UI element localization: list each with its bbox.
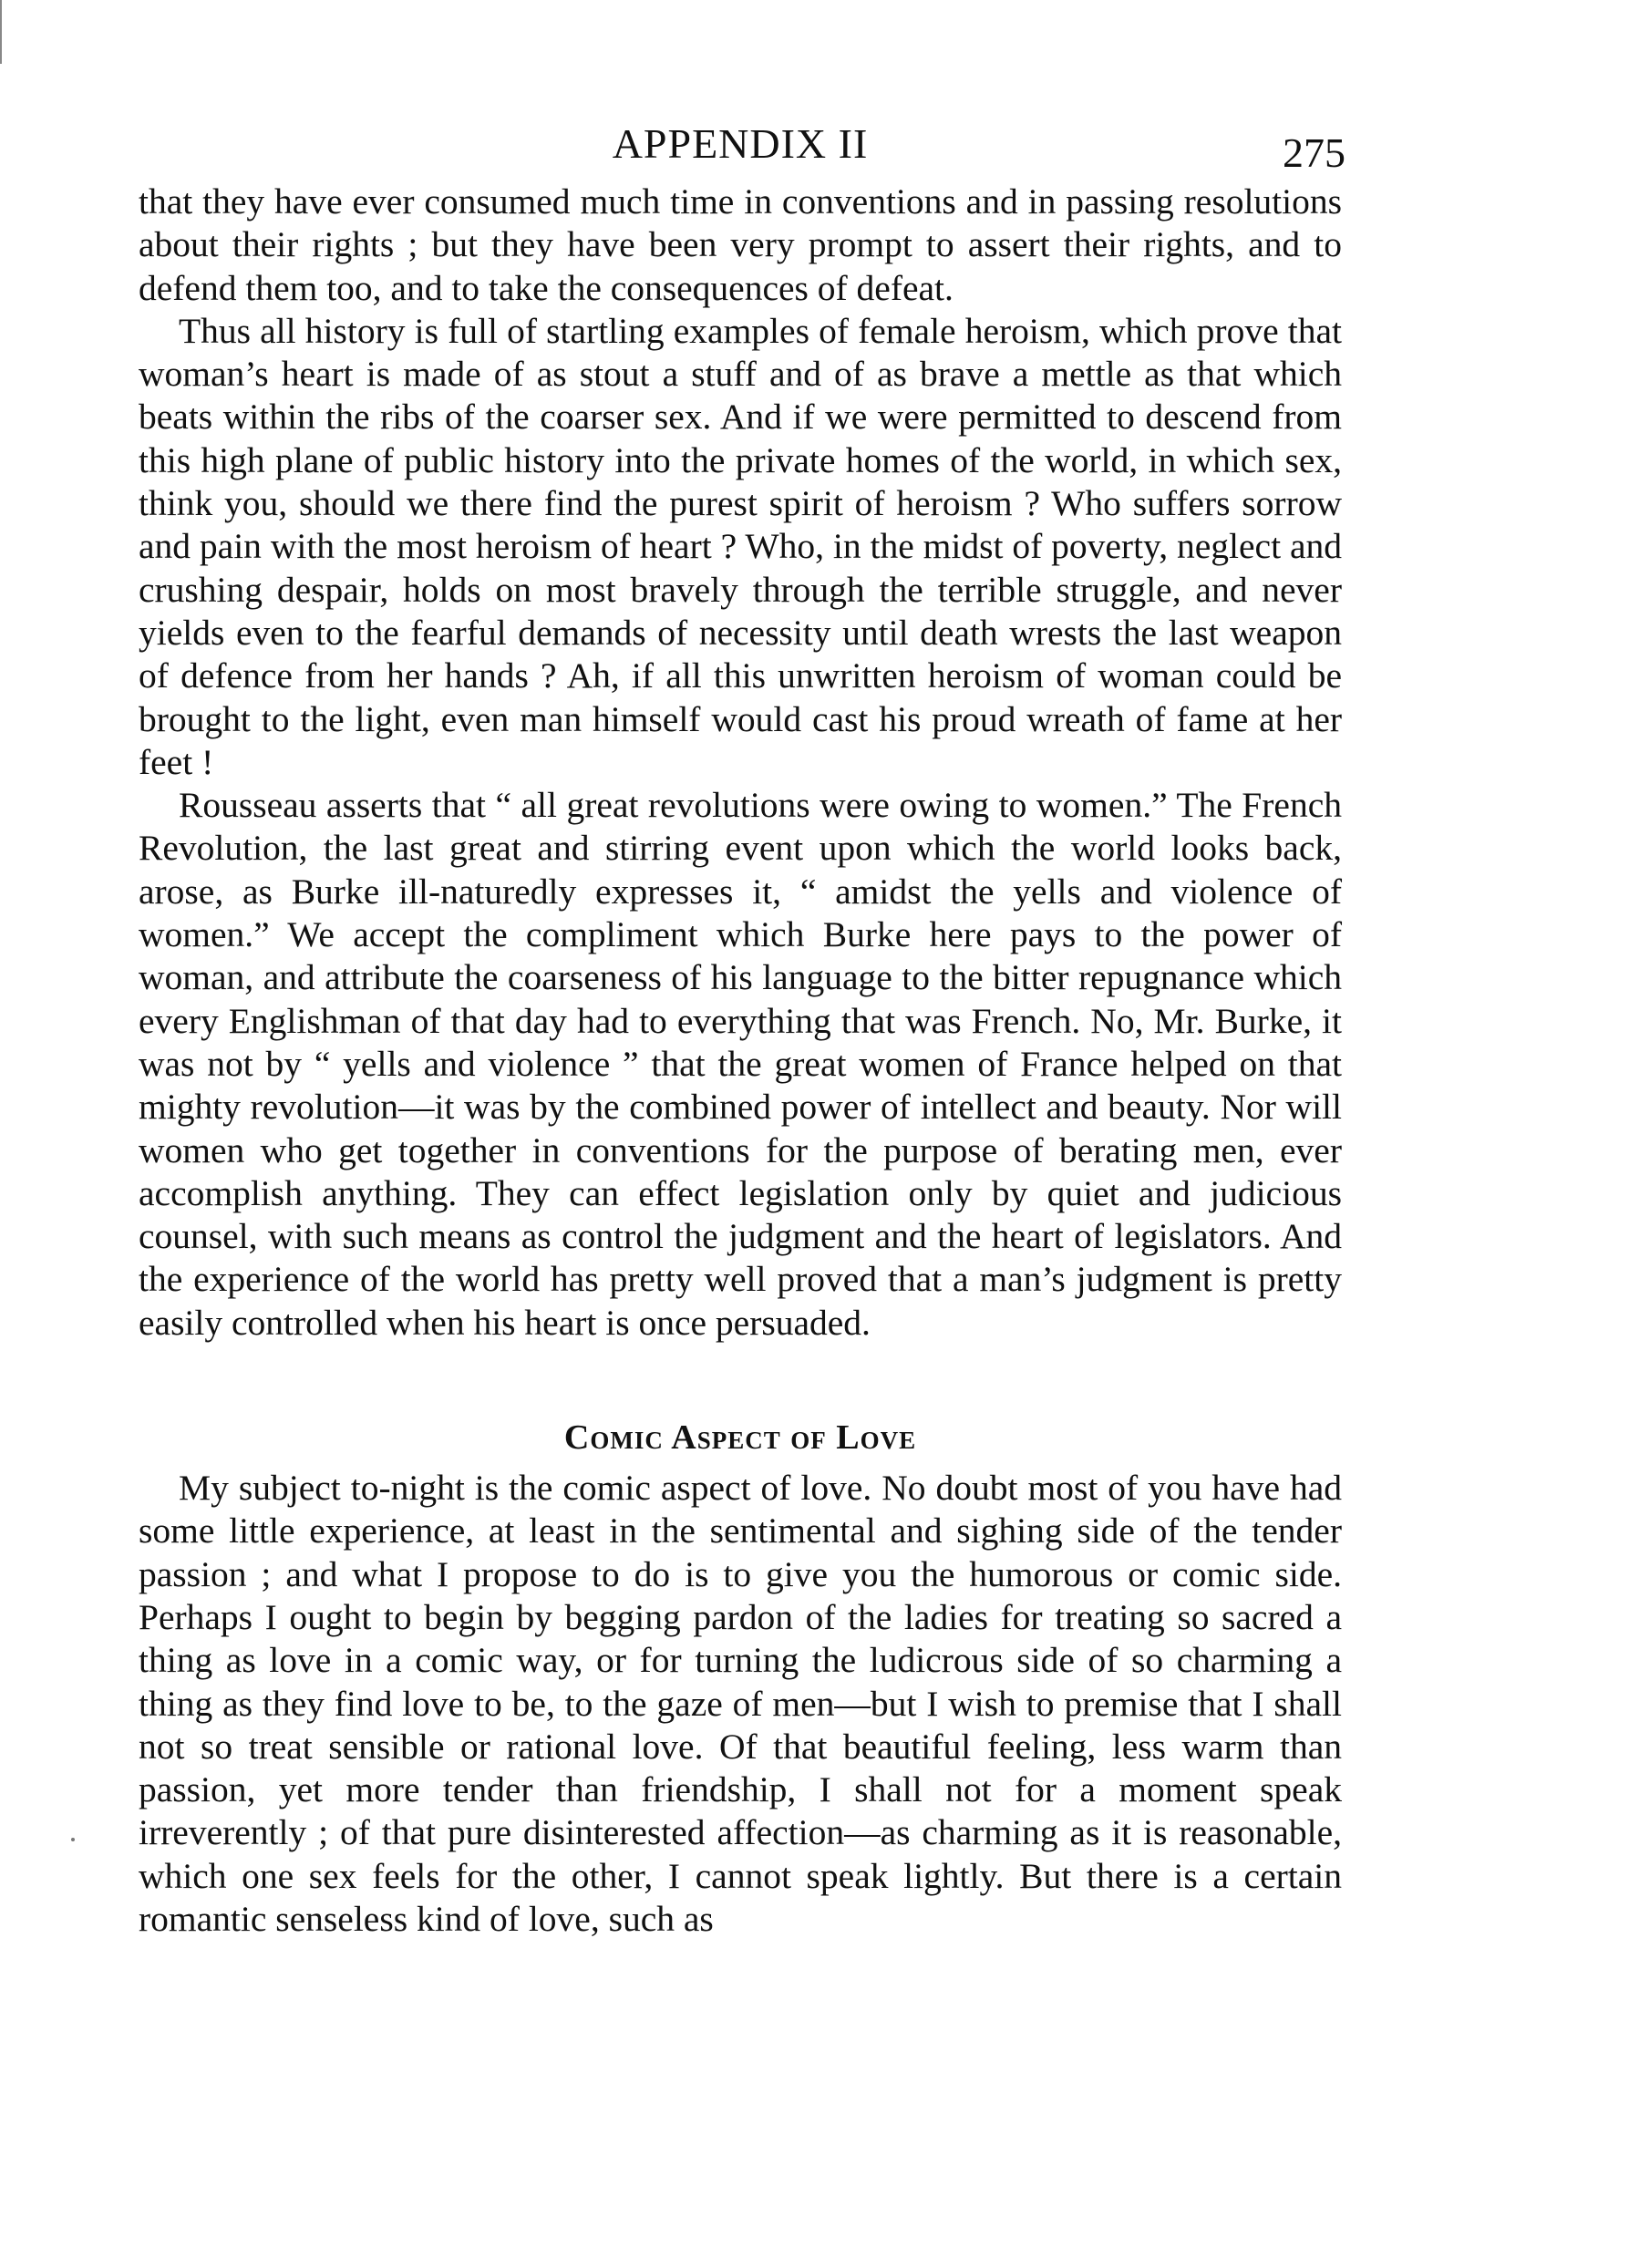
page-number: 275 [1283, 129, 1345, 176]
scan-edge-mark [0, 0, 2, 64]
book-page [139, 117, 1345, 1941]
section-gap [139, 1345, 1342, 1412]
paragraph-comic-aspect: My subject to-night is the comic aspect of love. No doubt most of you have had some little experience, at least in the sentimental and sighing side of the tender passion ; and what I propose to do is to give you the humorous or comic side. Perhaps I ought to begin by begging pardon of the ladies for treating so sacred a thing as love in a comic way, or for turning the ludicrous side of so charming a thing as they find love to be, to the gaze of men—but I wish to premise that I shall not so treat sensible or rational love. Of that beautiful feeling, less warm than passion, yet more tender than friendship, I shall not for a moment speak irreverently ; of that pure disinterested affection—as charming as it is reasonable, which one sex feels for the other, I cannot speak lightly. But there is a certain romantic senseless kind of love, such as [139, 1468, 1342, 1939]
section-heading: Comic Aspect of Love [563, 1418, 917, 1458]
running-head [139, 117, 1345, 180]
paragraph-continuation: that they have ever consumed much time in conventions and in passing resolutions about their rights ; but they have been very prompt to assert their rights, and to defend them too, and to take the consequences of defeat. [139, 181, 1342, 308]
paragraph-rousseau-burke: Rousseau asserts that “ all great revolutions were owing to women.” The French Revolution, the last great and stirring event upon which the world looks back, arose, as Burke ill-naturedly expresses it, “ amidst the yells and violence of women.” We accept the compliment which Burke here pays to the power of woman, and attribute the coarseness of his language to the bitter repugnance which every Englishman of that day had to everything that was French. No, Mr. Burke, it was not by “ yells and violence ” that the great women of France helped on that mighty revolution—it was by the combined power of intellect and beauty. Nor will women who get together in conventions for the purpose of berating men, ever accomplish anything. They can effect legislation only by quiet and judicious counsel, with such means as control the judgment and the heart of legislators. And the experience of the world has pretty well proved that a man’s judgment is pretty easily controlled when his heart is once persuaded. [139, 785, 1342, 1343]
paragraph-female-heroism: Thus all history is full of startling examples of female heroism, which prove that woman’s heart is made of as stout a stuff and of as brave a mettle as that which beats within the ribs of the coarser sex. And if we were permitted to descend from this high plane of public history into the private homes of the world, in which sex, think you, should we there find the purest spirit of heroism ? Who suffers sorrow and pain with the most heroism of heart ? Who, in the midst of poverty, neglect and crushing despair, holds on most bravely through the terrible struggle, and never yields even to the fearful demands of necessity until death wrests the last weapon of defence from her hands ? Ah, if all this unwritten heroism of woman could be brought to the light, even man himself would cast his proud wreath of fame at her feet ! [139, 310, 1342, 782]
running-title: APPENDIX II [612, 120, 869, 167]
scan-speck [71, 1838, 75, 1841]
